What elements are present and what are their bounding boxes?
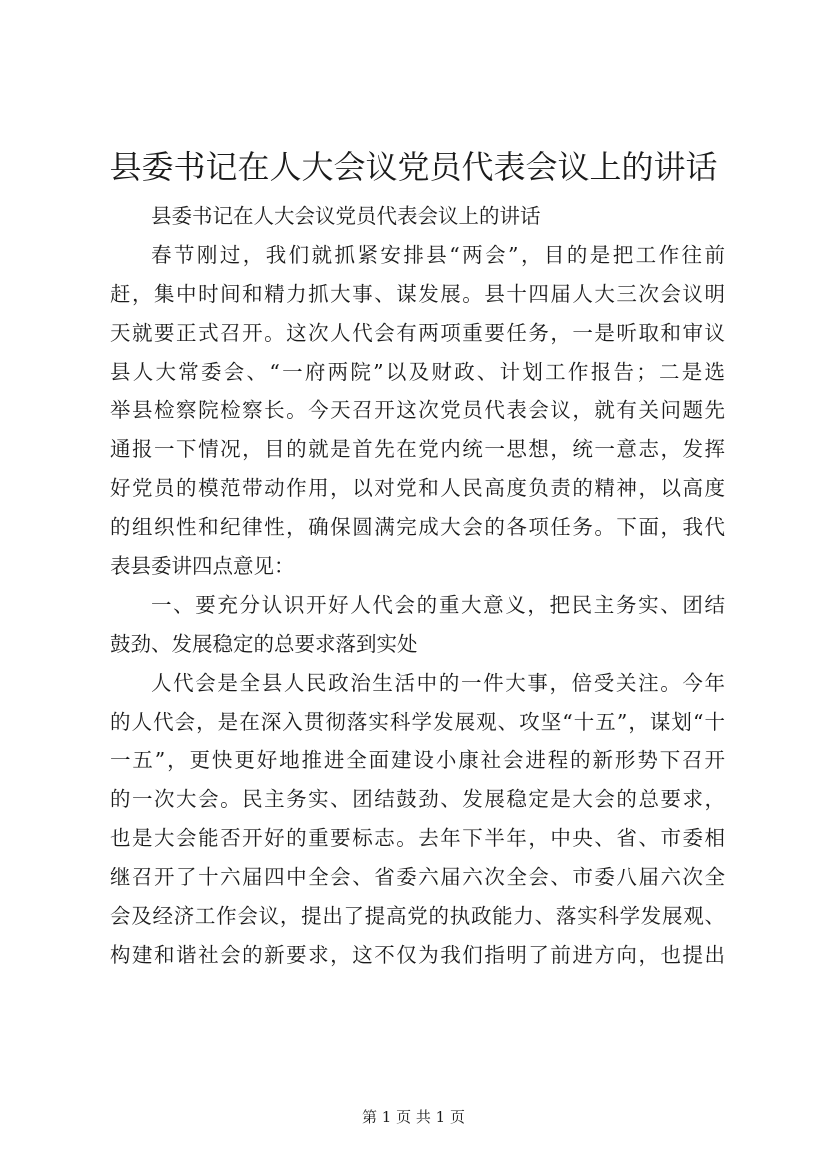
paragraph-line: 通报一下情况，目的就是首先在党内统一思想，统一意志，发挥 [110,437,725,462]
paragraph-line: 人代会是全县人民政治生活中的一件大事，倍受关注。今年 [151,670,725,695]
paragraph-line: 构建和谐社会的新要求，这不仅为我们指明了前进方向，也提出 [110,942,725,967]
paragraph-line: 县人大常委会、“一府两院”以及财政、计划工作报告；二是选 [110,359,725,384]
subtitle-line: 县委书记在人大会议党员代表会议上的讲话 [151,204,541,228]
paragraph-line: 举县检察院检察长。今天召开这次党员代表会议，就有关问题先 [110,398,725,423]
paragraph-line: 天就要正式召开。这次人代会有两项重要任务，一是听取和审议 [110,320,725,345]
section-heading-line: 鼓劲、发展稳定的总要求落到实处 [110,631,418,656]
paragraph-line: 也是大会能否开好的重要标志。去年下半年，中央、省、市委相 [110,826,725,851]
paragraph-line: 的组织性和纪律性，确保圆满完成大会的各项任务。下面，我代 [110,515,725,540]
paragraph-line: 的人代会，是在深入贯彻落实科学发展观、攻坚“十五”，谋划“十 [110,709,725,734]
paragraph-line: 一五”，更快更好地推进全面建设小康社会进程的新形势下召开 [110,748,725,773]
page-number-footer: 第 1 页 共 1 页 [362,1108,465,1126]
paragraph-line: 继召开了十六届四中全会、省委六届六次全会、市委八届六次全 [110,865,725,890]
paragraph-line: 的一次大会。民主务实、团结鼓劲、发展稳定是大会的总要求， [110,787,725,812]
paragraph-line: 好党员的模范带动作用，以对党和人民高度负责的精神，以高度 [110,476,725,501]
section-heading-line: 一、要充分认识开好人代会的重大意义，把民主务实、团结 [151,592,725,617]
paragraph-line: 会及经济工作会议，提出了提高党的执政能力、落实科学发展观、 [110,904,725,929]
document-body [110,197,725,975]
paragraph-line: 赶，集中时间和精力抓大事、谋发展。县十四届人大三次会议明 [110,281,725,306]
paragraph-line: 表县委讲四点意见： [110,554,295,579]
paragraph-line: 春节刚过，我们就抓紧安排县“两会”，目的是把工作往前 [151,242,725,267]
document-title: 县委书记在人大会议党员代表会议上的讲话 [109,148,718,186]
